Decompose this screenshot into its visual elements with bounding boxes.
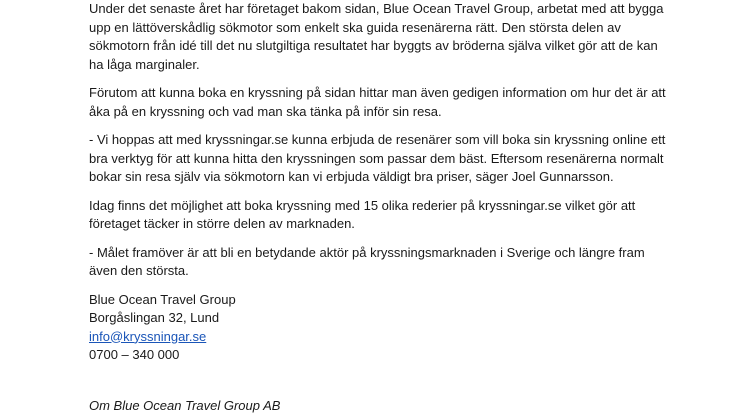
paragraph-info bbox=[89, 84, 669, 121]
contact-email-line bbox=[89, 328, 669, 347]
contact-company: Blue Ocean Travel Group bbox=[89, 291, 236, 307]
paragraph-rederier bbox=[89, 197, 669, 234]
contact-phone: 0700 – 340 000 bbox=[89, 347, 180, 362]
paragraph-line: upp en lättöverskådlig sökmotor som enkelt ska guida resenärerna rätt. Den största delen av bbox=[89, 19, 621, 35]
contact-email-link[interactable]: info@kryssningar.se bbox=[89, 328, 207, 344]
paragraph-line: sökmotorn från idé till det nu slutgiltiga resultatet har byggts av bröderna själva vilket gör att de kan bbox=[89, 38, 658, 53]
paragraph-line: bra verktyg för att kunna hitta den kryssningen som passar dem bäst. Eftersom resenärerna normalt bbox=[89, 150, 664, 166]
paragraph-intro bbox=[89, 0, 669, 74]
about-heading: Om Blue Ocean Travel Group AB bbox=[89, 398, 281, 413]
paragraph-line: - Vi hoppas att med kryssningar.se kunna erbjuda de resenärer som vill boka sin kryssning online ett bbox=[89, 132, 666, 147]
paragraph-quote-1 bbox=[89, 131, 669, 187]
paragraph-line: Under det senaste året har företaget bakom sidan, Blue Ocean Travel Group, arbetat med att bygga bbox=[89, 1, 664, 16]
paragraph-quote-2 bbox=[89, 244, 669, 281]
paragraph-line: åka på en kryssning och vad man ska tänka på inför sin resa. bbox=[89, 103, 442, 119]
paragraph-line: - Målet framöver är att bli en betydande aktör på kryssningsmarknaden i Sverige och längre fram bbox=[89, 244, 645, 260]
paragraph-line: även den största. bbox=[89, 263, 189, 278]
paragraph-line: ha låga marginaler. bbox=[89, 56, 200, 72]
paragraph-line: Idag finns det möjlighet att boka kryssning med 15 olika rederier på kryssningar.se vilket gör att bbox=[89, 197, 636, 213]
paragraph-line: bokar sin resa själv via sökmotorn kan vi erbjuda väldigt bra priser, säger Joel Gunnarsson. bbox=[89, 169, 614, 184]
paragraph-line: Förutom att kunna boka en kryssning på sidan hittar man även gedigen information om hur det är att bbox=[89, 85, 666, 100]
contact-block bbox=[89, 291, 669, 365]
contact-address: Borgåslingan 32, Lund bbox=[89, 310, 220, 325]
document-body bbox=[89, 0, 669, 365]
paragraph-line: företaget täcker in större delen av marknaden. bbox=[89, 216, 355, 231]
